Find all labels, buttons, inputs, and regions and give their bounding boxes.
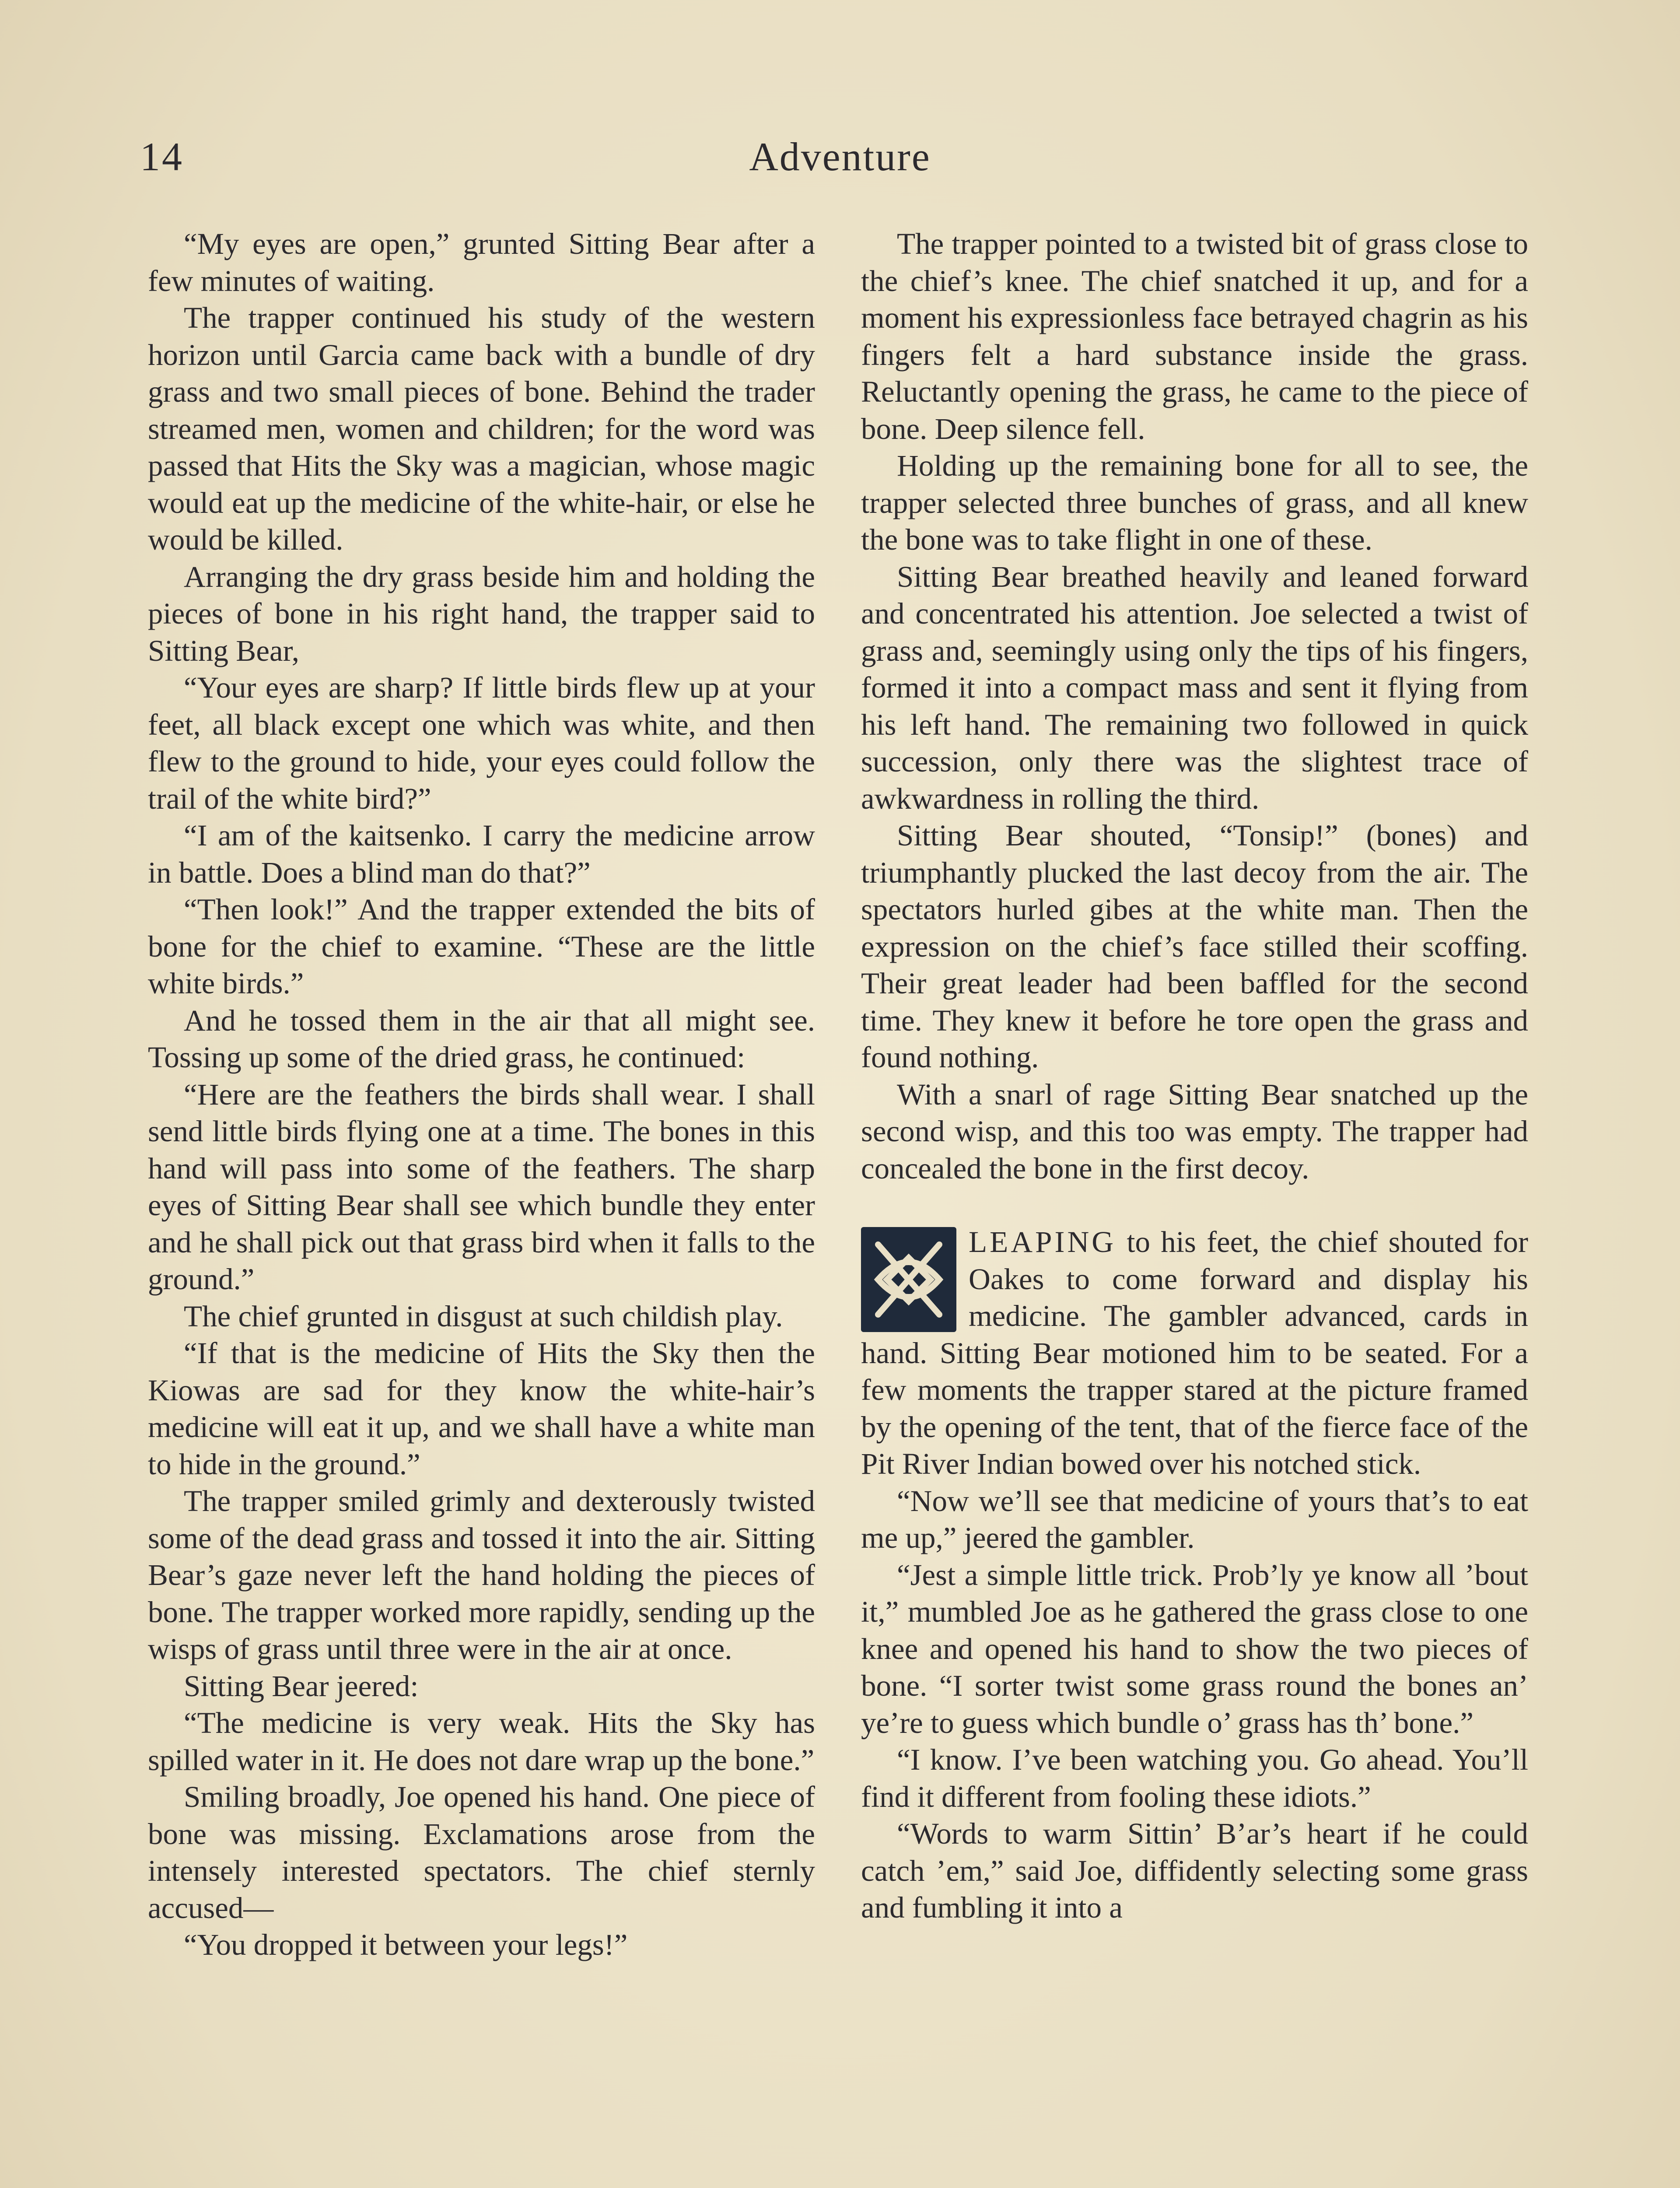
paragraph: “Here are the feathers the birds shall wear. I shall send little birds flying one at a time. The bones in this hand will pass into some of the feathers. The sharp eyes of Sitting Bear shall see which bundle they enter and he shall pick out that grass bird when it falls to the ground.”	[148, 1077, 815, 1296]
paragraph: “You dropped it between your legs!”	[184, 1928, 628, 1961]
paragraph: “Your eyes are sharp? If little birds flew up at your feet, all black except one which was white, and then flew to the ground to hide, your eyes could follow the trail of the white bird?”	[148, 671, 815, 815]
section-opening-paragraph	[861, 1224, 1528, 1483]
paragraph: Holding up the remaining bone for all to see, the trapper selected three bunches of grass, and all knew the bone was to take flight in one of these.	[861, 449, 1528, 556]
running-title: Adventure	[749, 134, 931, 179]
paragraph: “The medicine is very weak. Hits the Sky has spilled water in it. He does not dare wrap up the bone.”	[148, 1706, 815, 1777]
right-column	[861, 225, 1528, 1926]
page-header	[140, 133, 1540, 190]
paragraph: “Words to warm Sittin’ B’ar’s heart if he could catch ’em,” said Joe, diffidently selecting some grass and fumbling it into a	[861, 1817, 1528, 1924]
paragraph: And he tossed them in the air that all might see. Tossing up some of the dried grass, he continued:	[148, 1003, 815, 1074]
paragraph: “Now we’ll see that medicine of yours that’s to eat me up,” jeered the gambler.	[861, 1484, 1528, 1554]
left-column	[148, 225, 815, 1964]
paragraph: “If that is the medicine of Hits the Sky then the Kiowas are sad for they know the white-hair’s medicine will eat it up, and we shall have a white man to hide in the ground.”	[148, 1336, 815, 1481]
paragraph: “I know. I’ve been watching you. Go ahead. You’ll find it different from fooling these idiots.”	[861, 1743, 1528, 1813]
page-number: 14	[140, 134, 184, 179]
paragraph: Sitting Bear jeered:	[184, 1669, 419, 1703]
section-lead-word: LEAPING	[969, 1225, 1116, 1259]
paragraph: Arranging the dry grass beside him and holding the pieces of bone in his right hand, the trapper said to Sitting Bear,	[148, 560, 815, 667]
paragraph: The trapper pointed to a twisted bit of grass close to the chief’s knee. The chief snatched it up, and for a moment his expressionless face betrayed chagrin as his fingers felt a hard substance inside the grass. Reluctantly opening the grass, he came to the piece of bone. Deep silence fell.	[861, 227, 1528, 445]
paragraph: The chief grunted in disgust at such childish play.	[184, 1299, 783, 1333]
paragraph: “Then look!” And the trapper extended the bits of bone for the chief to examine. “These are the little white birds.”	[148, 893, 815, 1000]
paragraph: “I am of the kaitsenko. I carry the medicine arrow in battle. Does a blind man do that?”	[148, 819, 815, 889]
paragraph: Smiling broadly, Joe opened his hand. One piece of bone was missing. Exclamations arose from the intensely interested spectators. The chief sternly accused—	[148, 1780, 815, 1925]
paragraph: “My eyes are open,” grunted Sitting Bear after a few minutes of waiting.	[148, 227, 815, 298]
paragraph: With a snarl of rage Sitting Bear snatched up the second wisp, and this too was empty. The trapper had concealed the bone in the first decoy.	[861, 1077, 1528, 1185]
paragraph: “Jest a simple little trick. Prob’ly ye know all ’bout it,” mumbled Joe as he gathered the grass close to one knee and opened his hand to show the two pieces of bone. “I sorter twist some grass round the bones an’ ye’re to guess which bundle o’ grass has th’ bone.”	[861, 1558, 1528, 1739]
celtic-knot-ornament-icon	[861, 1227, 956, 1332]
paragraph: Sitting Bear breathed heavily and leaned forward and concentrated his attention. Joe selected a twist of grass and, seemingly using only the tips of his fingers, formed it into a compact mass and sent it flying from his left hand. The remaining two followed in quick succession, only there was the slightest trace of awkwardness in rolling the third.	[861, 560, 1528, 815]
paragraph-text: to his feet, the chief shouted for Oakes to come forward and display his medicine. The gambler advanced, cards in hand. Sitting Bear motioned him to be seated. For a few moments the trapper stared at the picture framed by the opening of the tent, that of the fierce face of the Pit River Indian bowed over his notched stick.	[861, 1225, 1529, 1480]
paragraph: Sitting Bear shouted, “Tonsip!” (bones) and triumphantly plucked the last decoy from the air. The spectators hurled gibes at the white man. Then the expression on the chief’s face stilled their scoffing. Their great leader had been baffled for the second time. They knew it before he tore open the grass and found nothing.	[861, 819, 1528, 1074]
paragraph: The trapper smiled grimly and dexterously twisted some of the dead grass and tossed it into the air. Sitting Bear’s gaze never left the hand holding the pieces of bone. The trapper worked more rapidly, sending up the wisps of grass until three were in the air at once.	[148, 1484, 815, 1666]
paragraph: The trapper continued his study of the western horizon until Garcia came back with a bundle of dry grass and two small pieces of bone. Behind the trader streamed men, women and children; for the word was passed that Hits the Sky was a magician, whose magic would eat up the medicine of the white-hair, or else he would be killed.	[148, 301, 815, 556]
